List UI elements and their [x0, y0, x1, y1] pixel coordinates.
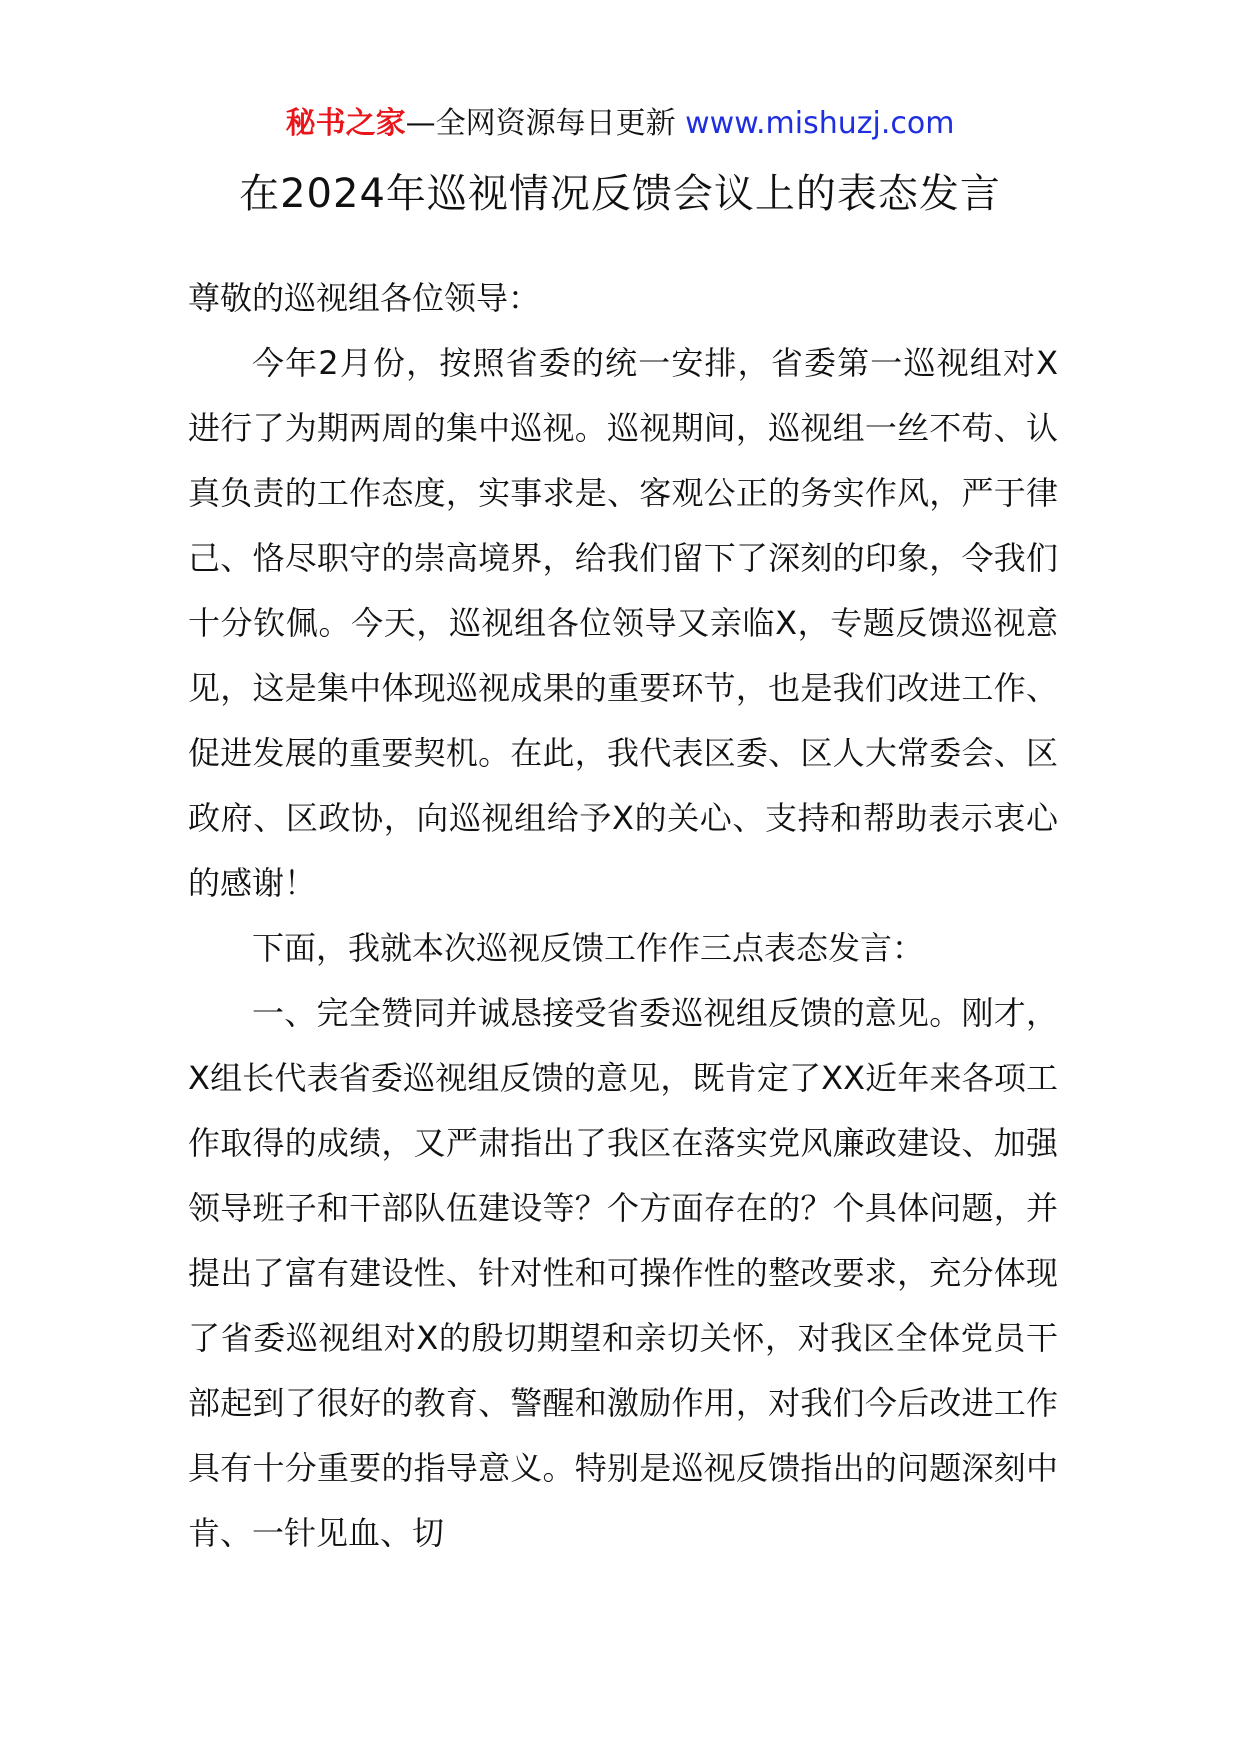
salutation: 尊敬的巡视组各位领导： [188, 279, 541, 317]
brand-slogan: —全网资源每日更新 [405, 106, 676, 141]
paragraph-2: 下面，我就本次巡视反馈工作作三点表态发言： [252, 929, 925, 967]
brand-name: 秘书之家 [285, 106, 406, 141]
document-body [188, 266, 1058, 1566]
paragraph-3: 一、完全赞同并诚恳接受省委巡视组反馈的意见。刚才，X组长代表省委巡视组反馈的意见，既肯定了XX近年来各项工作取得的成绩，又严肃指出了我区在落实党风廉政建设、加强领导班子和干部队伍建设等？个方面存在的？个具体问题，并提出了富有建设性、针对性和可操作性的整改要求，充分体现了省委巡视组对X的殷切期望和亲切关怀，对我区全体党员干部起到了很好的教育、警醒和激励作用，对我们今后改进工作具有十分重要的指导意义。特别是巡视反馈指出的问题深刻中肯、一针见血、切 [188, 994, 1058, 1552]
document-title: 在2024年巡视情况反馈会议上的表态发言 [239, 171, 1001, 217]
paragraph-1: 今年2月份，按照省委的统一安排，省委第一巡视组对X进行了为期两周的集中巡视。巡视期间，巡视组一丝不苟、认真负责的工作态度，实事求是、客观公正的务实作风，严于律己、恪尽职守的崇高境界，给我们留下了深刻的印象，令我们十分钦佩。今天，巡视组各位领导又亲临X，专题反馈巡视意见，这是集中体现巡视成果的重要环节，也是我们改进工作、促进发展的重要契机。在此，我代表区委、区人大常委会、区政府、区政协，向巡视组给予X的关心、支持和帮助表示衷心的感谢！ [188, 344, 1058, 902]
site-header [0, 104, 1240, 144]
site-url-link[interactable]: www.mishuzj.com [685, 106, 955, 141]
